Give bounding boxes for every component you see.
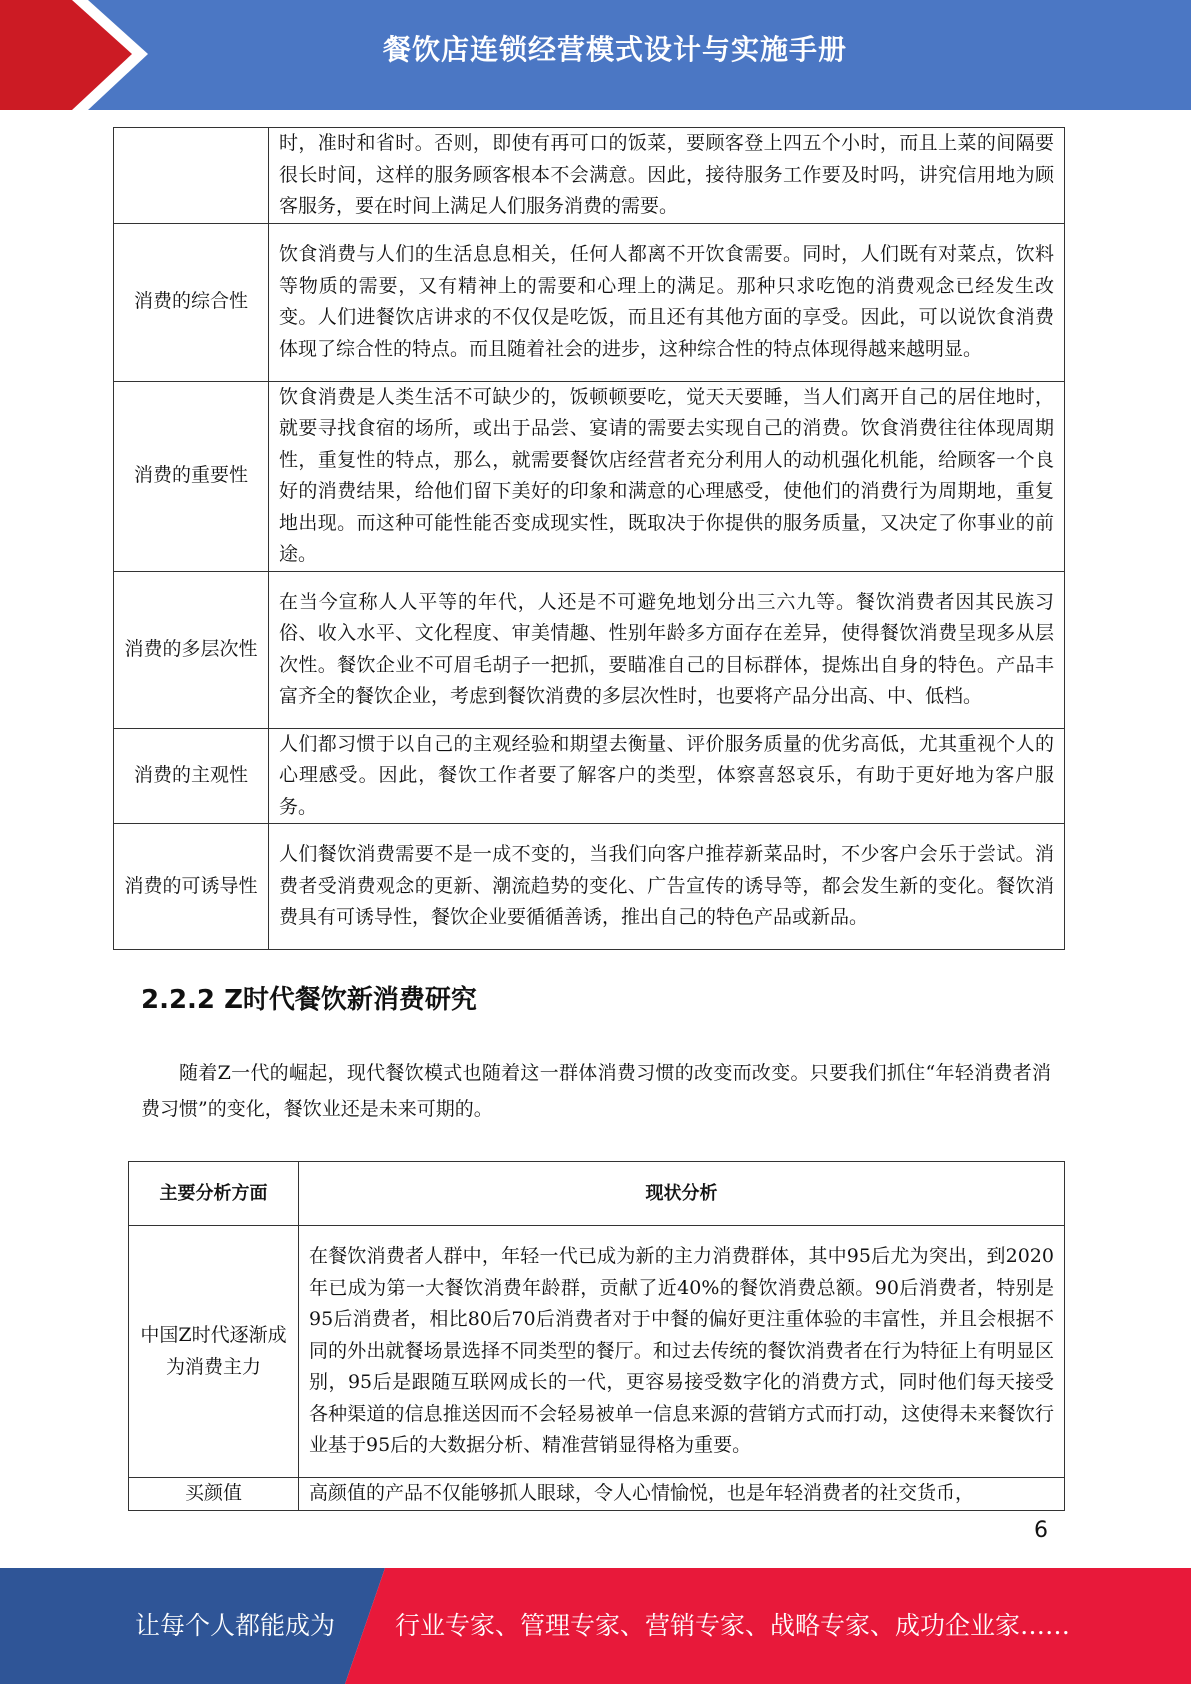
- table-row: [114, 223, 1065, 381]
- page-footer: [0, 1568, 1191, 1684]
- table-row: [114, 128, 1065, 224]
- row-text: 人们餐饮消费需要不是一成不变的，当我们向客户推荐新菜品时，不少客户会乐于尝试。消费者受消费观念的更新、潮流趋势的变化、广告宣传的诱导等，都会发生新的变化。餐饮消费具有可诱导性，餐饮企业要循循善诱，推出自己的特色产品或新品。: [269, 824, 1065, 950]
- table-row: [129, 1226, 1065, 1478]
- row-text: 在当今宣称人人平等的年代，人还是不可避免地划分出三六九等。餐饮消费者因其民族习俗、收入水平、文化程度、审美情趣、性别年龄多方面存在差异，使得餐饮消费呈现多从层次性。餐饮企业不可眉毛胡子一把抓，要瞄准自己的目标群体，提炼出自身的特色。产品丰富齐全的餐饮企业，考虑到餐饮消费的多层次性时，也要将产品分出高、中、低档。: [269, 571, 1065, 728]
- row-text: 在餐饮消费者人群中，年轻一代已成为新的主力消费群体，其中95后尤为突出，到2020年已成为第一大餐饮消费年龄群，贡献了近40%的餐饮消费总额。90后消费者，特别是95后消费者，相比80后70后消费者对于中餐的偏好更注重体验的丰富性，并且会根据不同的外出就餐场景选择不同类型的餐厅。和过去传统的餐饮消费者在行为特征上有明显区别，95后是跟随互联网成长的一代，更容易接受数字化的消费方式，同时他们每天接受各种渠道的信息推送因而不会轻易被单一信息来源的营销方式而打动，这使得未来餐饮行业基于95后的大数据分析、精准营销显得格为重要。: [299, 1226, 1065, 1478]
- row-label: 消费的可诱导性: [114, 824, 269, 950]
- row-label: 消费的主观性: [114, 728, 269, 824]
- row-label: 买颜值: [129, 1478, 299, 1511]
- table-row: [114, 381, 1065, 571]
- gen-z-analysis-table: [128, 1161, 1065, 1511]
- table-row: [129, 1478, 1065, 1511]
- column-header: 主要分析方面: [129, 1162, 299, 1226]
- row-label: 消费的重要性: [114, 381, 269, 571]
- section-heading: 2.2.2 Z时代餐饮新消费研究: [141, 985, 477, 1015]
- row-label: [114, 128, 269, 224]
- footer-slogan-left: 让每个人都能成为: [134, 1611, 335, 1640]
- row-label: 消费的综合性: [114, 223, 269, 381]
- row-label: 中国Z时代逐渐成为消费主力: [129, 1226, 299, 1478]
- table-header-row: [129, 1162, 1065, 1226]
- page-header: [0, 0, 1191, 110]
- section-intro-paragraph: 随着Z一代的崛起，现代餐饮模式也随着这一群体消费习惯的改变而改变。只要我们抓住“年轻消费者消费习惯”的变化，餐饮业还是未来可期的。: [141, 1062, 1051, 1120]
- row-text: 时，准时和省时。否则，即使有再可口的饭菜，要顾客登上四五个小时，而且上菜的间隔要很长时间，这样的服务顾客根本不会满意。因此，接待服务工作要及时吗，讲究信用地为顾客服务，要在时间上满足人们服务消费的需要。: [269, 128, 1065, 224]
- table-row: [114, 728, 1065, 824]
- consumption-characteristics-table: [113, 127, 1065, 950]
- page-number: 6: [1034, 1518, 1048, 1543]
- row-text: 高颜值的产品不仅能够抓人眼球，令人心情愉悦，也是年轻消费者的社交货币，: [299, 1478, 1065, 1511]
- column-header: 现状分析: [299, 1162, 1065, 1226]
- footer-slogan-right: 行业专家、管理专家、营销专家、战略专家、成功企业家……: [395, 1611, 1071, 1640]
- header-title: 餐饮店连锁经营模式设计与实施手册: [382, 33, 847, 66]
- row-text: 饮食消费是人类生活不可缺少的，饭顿顿要吃，觉天天要睡，当人们离开自己的居住地时，就要寻找食宿的场所，或出于品尝、宴请的需要去实现自己的消费。饮食消费往往体现周期性，重复性的特点，那么，就需要餐饮店经营者充分利用人的动机强化机能，给顾客一个良好的消费结果，给他们留下美好的印象和满意的心理感受，使他们的消费行为周期地，重复地出现。而这种可能性能否变成现实性，既取决于你提供的服务质量，又决定了你事业的前途。: [269, 381, 1065, 571]
- table-row: [114, 824, 1065, 950]
- row-label: 消费的多层次性: [114, 571, 269, 728]
- table-row: [114, 571, 1065, 728]
- row-text: 人们都习惯于以自己的主观经验和期望去衡量、评价服务质量的优劣高低，尤其重视个人的心理感受。因此，餐饮工作者要了解客户的类型，体察喜怒哀乐，有助于更好地为客户服务。: [269, 728, 1065, 824]
- row-text: 饮食消费与人们的生活息息相关，任何人都离不开饮食需要。同时，人们既有对菜点，饮料等物质的需要，又有精神上的需要和心理上的满足。那种只求吃饱的消费观念已经发生改变。人们进餐饮店讲求的不仅仅是吃饭，而且还有其他方面的享受。因此，可以说饮食消费体现了综合性的特点。而且随着社会的进步，这种综合性的特点体现得越来越明显。: [269, 223, 1065, 381]
